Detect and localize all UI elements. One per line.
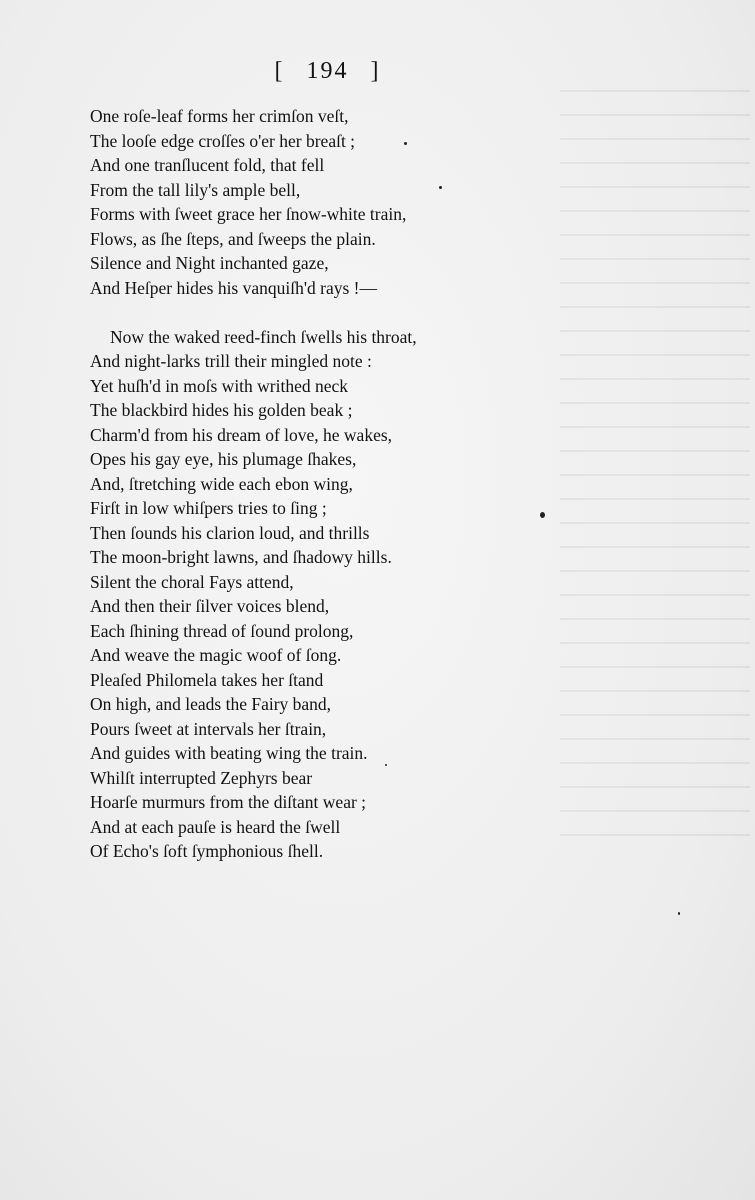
poem-line: And guides with beating wing the train. xyxy=(90,743,368,763)
poem-line: Pleaſed Philomela takes her ſtand xyxy=(90,669,324,690)
ink-speck xyxy=(404,142,407,145)
page-number-value: 194 xyxy=(306,58,349,84)
poem-line: One roſe-leaf forms her crimſon veſt, xyxy=(90,106,349,126)
poem-line: Flows, as ſhe ſteps, and ſweeps the plain. xyxy=(90,228,376,249)
page-number-bracket-close: ] xyxy=(370,58,381,84)
poem-line: Each ſhining thread of ſound prolong, xyxy=(90,620,354,641)
poem-line: From the tall lily's ample bell, xyxy=(90,179,301,200)
poem-line: Yet huſh'd in moſs with writhed neck xyxy=(90,375,349,396)
poem-line: And Heſper hides his vanquiſh'd rays !— xyxy=(90,277,377,298)
poem-line: Silence and Night inchanted gaze, xyxy=(90,253,329,273)
poem-line: Opes his gay eye, his plumage ſhakes, xyxy=(90,449,357,469)
poem-line: Of Echo's ſoft ſymphonious ſhell. xyxy=(90,841,324,861)
poem-line: Firſt in low whiſpers tries to ſing ; xyxy=(90,498,327,518)
poem-line: The moon-bright lawns, and ſhadowy hills. xyxy=(90,547,392,567)
poem-line: And then their ſilver voices blend, xyxy=(90,596,330,616)
poem-line: And, ſtretching wide each ebon wing, xyxy=(90,473,353,494)
poem-line: Whilſt interrupted Zephyrs bear xyxy=(90,767,313,788)
poem-text xyxy=(90,104,650,864)
ink-speck xyxy=(439,186,442,189)
poem-line: On high, and leads the Fairy band, xyxy=(90,694,332,714)
poem-line: Now the waked reed-finch ſwells his throat, xyxy=(110,326,417,347)
page-number xyxy=(0,58,655,85)
ink-speck xyxy=(385,764,387,766)
poem-line: The blackbird hides his golden beak ; xyxy=(90,400,353,420)
poem-line: The looſe edge croſſes o'er her breaſt ; xyxy=(90,130,356,151)
poem-line: Forms with ſweet grace her ſnow-white train, xyxy=(90,204,407,224)
poem-line: And at each pauſe is heard the ſwell xyxy=(90,816,341,837)
page-number-bracket-open: [ xyxy=(274,58,285,84)
poem-line: And weave the magic woof of ſong. xyxy=(90,645,342,665)
poem-line: Pours ſweet at intervals her ſtrain, xyxy=(90,718,327,739)
poem-line: Charm'd from his dream of love, he wakes, xyxy=(90,424,393,445)
stanza-2 xyxy=(90,325,650,864)
ink-speck xyxy=(678,912,680,915)
poem-line: Then ſounds his clarion loud, and thrills xyxy=(90,522,370,543)
poem-line: Silent the choral Fays attend, xyxy=(90,571,294,592)
stanza-1 xyxy=(90,104,650,300)
poem-line: And one tranſlucent fold, that fell xyxy=(90,155,325,175)
poem-line: And night-larks trill their mingled note : xyxy=(90,351,372,371)
ink-speck xyxy=(540,512,545,518)
poem-line: Hoarſe murmurs from the diſtant wear ; xyxy=(90,792,367,812)
